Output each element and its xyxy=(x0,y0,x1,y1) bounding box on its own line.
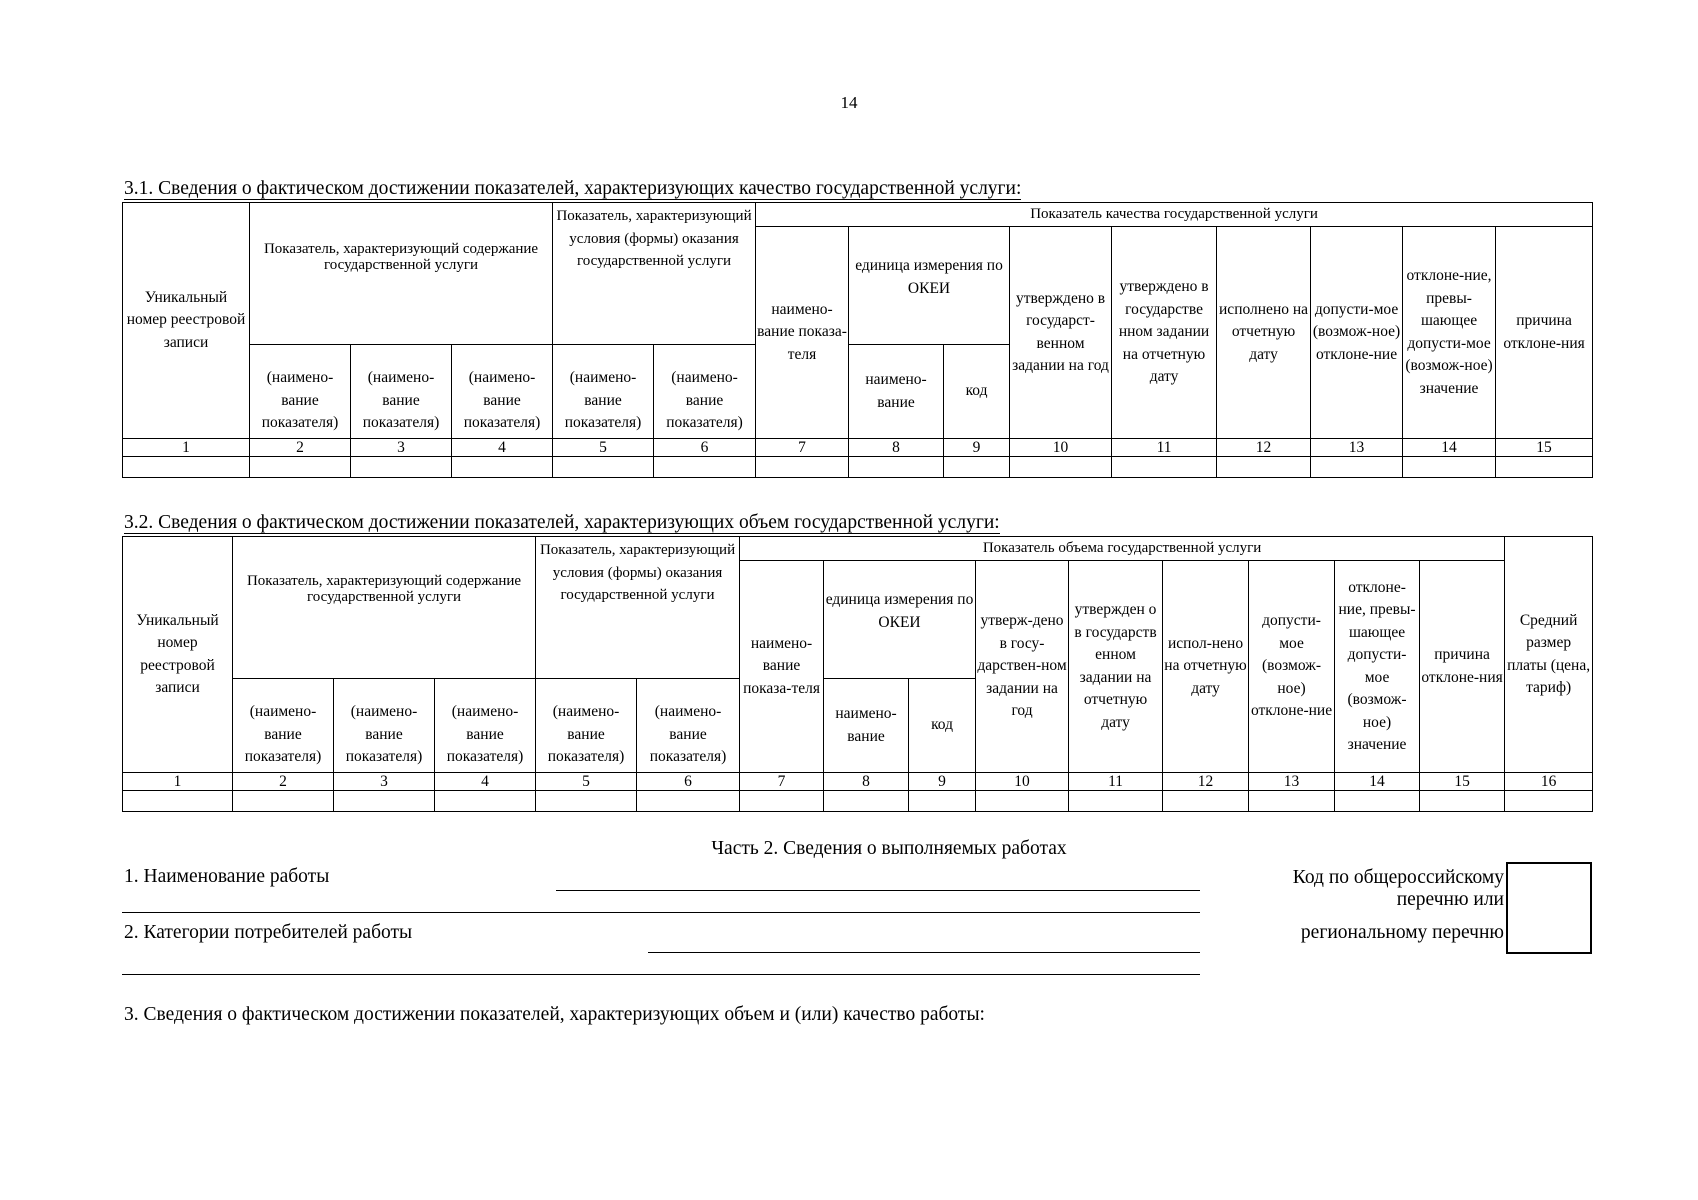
data-cell[interactable] xyxy=(1069,791,1163,812)
header-unit-okei: единица измерения по ОКЕИ xyxy=(824,561,976,679)
header-allowed-deviation: допусти-мое (возмож-ное) отклоне-ние xyxy=(1249,561,1335,773)
registry-code-box[interactable] xyxy=(1506,862,1592,954)
col-num: 5 xyxy=(553,439,654,457)
header-content-indicator: Показатель, характеризующий содержание государственной услуги xyxy=(233,537,536,679)
code-label-line-1: Код по общероссийскому xyxy=(1292,867,1504,888)
header-volume-indicator: Показатель объема государственной услуги xyxy=(740,537,1505,561)
part-2-title: Часть 2. Сведения о выполняемых работах xyxy=(711,838,1067,859)
header-indicator-name-4: (наимено-вание показателя) xyxy=(452,345,553,439)
data-cell[interactable] xyxy=(756,457,849,478)
data-cell[interactable] xyxy=(1311,457,1403,478)
data-cell[interactable] xyxy=(824,791,909,812)
code-label-line-2: перечню или xyxy=(1396,889,1504,910)
data-cell[interactable] xyxy=(452,457,553,478)
header-conditions-indicator: Показатель, характеризующий условия (формы) оказания государственной услуги xyxy=(553,203,756,345)
data-cell[interactable] xyxy=(976,791,1069,812)
header-indicator-name-6: (наимено-вание показателя) xyxy=(637,679,740,773)
data-cell[interactable] xyxy=(1217,457,1311,478)
data-cell[interactable] xyxy=(740,791,824,812)
data-cell[interactable] xyxy=(1010,457,1112,478)
header-indicator-name-2: (наимено-вание показателя) xyxy=(250,345,351,439)
header-average-fee: Средний размер платы (цена, тариф) xyxy=(1505,537,1593,773)
header-approved-year: утверждено в государст-венном задании на год xyxy=(1010,227,1112,439)
col-num: 4 xyxy=(435,773,536,791)
header-unique-record: Уникальный номер реестровой записи xyxy=(123,203,250,439)
data-cell[interactable] xyxy=(1496,457,1593,478)
data-cell[interactable] xyxy=(553,457,654,478)
data-cell[interactable] xyxy=(233,791,334,812)
volume-indicators-table xyxy=(122,536,1593,812)
data-cell[interactable] xyxy=(123,791,233,812)
header-executed: исполнено на отчетную дату xyxy=(1217,227,1311,439)
data-cell[interactable] xyxy=(1163,791,1249,812)
code-label-line-3: региональному перечню xyxy=(1300,922,1504,943)
col-num: 2 xyxy=(233,773,334,791)
data-cell[interactable] xyxy=(351,457,452,478)
col-num: 15 xyxy=(1420,773,1505,791)
header-unit-name: наимено-вание xyxy=(849,345,944,439)
col-num: 3 xyxy=(351,439,452,457)
header-conditions-indicator: Показатель, характеризующий условия (формы) оказания государственной услуги xyxy=(536,537,740,679)
col-num: 16 xyxy=(1505,773,1593,791)
col-num: 1 xyxy=(123,773,233,791)
header-exceed-deviation: отклоне-ние, превы-шающее допусти-мое (возмож-ное) значение xyxy=(1403,227,1496,439)
quality-indicators-table xyxy=(122,202,1593,478)
header-approved-date: утверждено в государстве нном задании на отчетную дату xyxy=(1112,227,1217,439)
col-num: 4 xyxy=(452,439,553,457)
page-number: 14 xyxy=(840,93,858,112)
header-reason: причина отклоне-ния xyxy=(1420,561,1505,773)
col-num: 9 xyxy=(944,439,1010,457)
header-content-indicator: Показатель, характеризующий содержание государственной услуги xyxy=(250,203,553,345)
header-reason: причина отклоне-ния xyxy=(1496,227,1593,439)
column-numbers-row xyxy=(123,773,1593,791)
col-num: 13 xyxy=(1311,439,1403,457)
col-num: 12 xyxy=(1217,439,1311,457)
header-unique-record: Уникальный номер реестровой записи xyxy=(123,537,233,773)
header-indicator-name-4: (наимено-вание показателя) xyxy=(435,679,536,773)
data-cell[interactable] xyxy=(1420,791,1505,812)
header-exceed-deviation: отклоне-ние, превы-шающее допусти-мое (возмож-ное) значение xyxy=(1335,561,1420,773)
data-cell[interactable] xyxy=(1505,791,1593,812)
col-num: 12 xyxy=(1163,773,1249,791)
data-cell[interactable] xyxy=(1335,791,1420,812)
header-quality-indicator: Показатель качества государственной услуги xyxy=(756,203,1593,227)
header-allowed-deviation: допусти-мое (возмож-ное) отклоне-ние xyxy=(1311,227,1403,439)
data-row xyxy=(123,457,1593,478)
col-num: 1 xyxy=(123,439,250,457)
data-cell[interactable] xyxy=(1249,791,1335,812)
header-indicator-name: наимено-вание показа-теля xyxy=(740,561,824,773)
header-indicator-name-5: (наимено-вание показателя) xyxy=(536,679,637,773)
col-num: 3 xyxy=(334,773,435,791)
col-num: 10 xyxy=(1010,439,1112,457)
col-num: 11 xyxy=(1069,773,1163,791)
data-cell[interactable] xyxy=(536,791,637,812)
header-approved-date: утвержден о в государств енном задании на отчетную дату xyxy=(1069,561,1163,773)
col-num: 13 xyxy=(1249,773,1335,791)
header-unit-okei: единица измерения по ОКЕИ xyxy=(849,227,1010,345)
col-num: 6 xyxy=(654,439,756,457)
col-num: 10 xyxy=(976,773,1069,791)
col-num: 7 xyxy=(740,773,824,791)
data-cell[interactable] xyxy=(654,457,756,478)
work-name-field-line[interactable] xyxy=(556,890,1200,891)
col-num: 15 xyxy=(1496,439,1593,457)
col-num: 9 xyxy=(909,773,976,791)
work-name-label: 1. Наименование работы xyxy=(124,866,330,887)
consumers-field-line-2[interactable] xyxy=(122,974,1200,975)
header-indicator-name-6: (наимено-вание показателя) xyxy=(654,345,756,439)
col-num: 14 xyxy=(1403,439,1496,457)
data-cell[interactable] xyxy=(849,457,944,478)
header-indicator-name-5: (наимено-вание показателя) xyxy=(553,345,654,439)
work-name-field-line-2[interactable] xyxy=(122,912,1200,913)
col-num: 6 xyxy=(637,773,740,791)
header-indicator-name-2: (наимено-вание показателя) xyxy=(233,679,334,773)
part-2-section-3-title: 3. Сведения о фактическом достижении показателей, характеризующих объем и (или) качество работы: xyxy=(124,1004,985,1025)
col-num: 5 xyxy=(536,773,637,791)
data-cell[interactable] xyxy=(1403,457,1496,478)
consumers-label: 2. Категории потребителей работы xyxy=(124,922,413,943)
col-num: 2 xyxy=(250,439,351,457)
col-num: 7 xyxy=(756,439,849,457)
data-cell[interactable] xyxy=(250,457,351,478)
data-cell[interactable] xyxy=(1112,457,1217,478)
data-cell[interactable] xyxy=(435,791,536,812)
header-executed: испол-нено на отчетную дату xyxy=(1163,561,1249,773)
header-indicator-name: наимено-вание показа-теля xyxy=(756,227,849,439)
column-numbers-row xyxy=(123,439,1593,457)
header-unit-code: код xyxy=(909,679,976,773)
col-num: 11 xyxy=(1112,439,1217,457)
section-3-2-title-text: 3.2. Сведения о фактическом достижении показателей, характеризующих объем государственной услуги: xyxy=(124,512,1000,533)
data-cell[interactable] xyxy=(944,457,1010,478)
data-cell[interactable] xyxy=(123,457,250,478)
section-3-1-title xyxy=(124,178,1021,200)
col-num: 14 xyxy=(1335,773,1420,791)
header-indicator-name-3: (наимено-вание показателя) xyxy=(351,345,452,439)
header-unit-name: наимено-вание xyxy=(824,679,909,773)
data-cell[interactable] xyxy=(334,791,435,812)
col-num: 8 xyxy=(824,773,909,791)
data-cell[interactable] xyxy=(909,791,976,812)
code-label xyxy=(1180,867,1504,944)
section-3-2-title xyxy=(124,512,1000,534)
header-indicator-name-3: (наимено-вание показателя) xyxy=(334,679,435,773)
section-3-1-title-text: 3.1. Сведения о фактическом достижении показателей, характеризующих качество государственной услуги: xyxy=(124,178,1022,199)
consumers-field-line[interactable] xyxy=(648,952,1200,953)
data-cell[interactable] xyxy=(637,791,740,812)
data-row xyxy=(123,791,1593,812)
header-unit-code: код xyxy=(944,345,1010,439)
col-num: 8 xyxy=(849,439,944,457)
header-approved-year: утверж-дено в госу-дарствен-ном задании на год xyxy=(976,561,1069,773)
